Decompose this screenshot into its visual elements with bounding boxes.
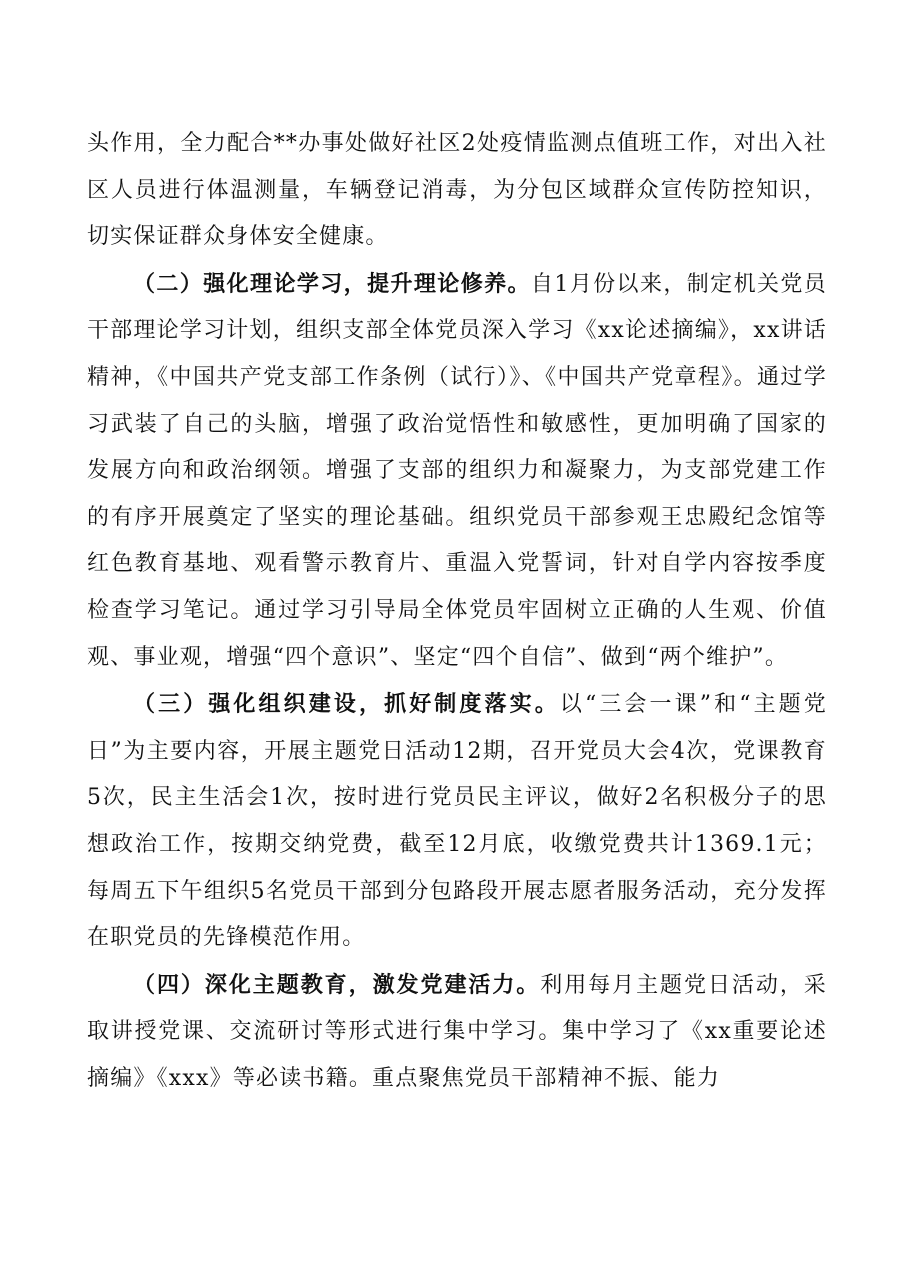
- paragraph-body: 自1月份以来，制定机关党员干部理论学习计划，组织支部全体党员深入学习《xx论述摘编》，xx讲话精神，《中国共产党支部工作条例（试行）》、《中国共产党章程》。通过学习武装了自己的头脑，增强了政治觉悟性和敏感性，更加明确了国家的发展方向和政治纲领。增强了支部的组织力和凝聚力，为支部党建工作的有序开展奠定了坚实的理论基础。组织党员干部参观王忠殿纪念馆等红色教育基地、观看警示教育片、重温入党誓词，针对自学内容按季度检查学习笔记。通过学习引导局全体党员牢固树立正确的人生观、价值观、事业观，增强“四个意识”、坚定“四个自信”、做到“两个维护”。: [87, 271, 827, 670]
- paragraph-body: 以“三会一课”和“主题党日”为主要内容，开展主题党日活动12期，召开党员大会4次，党课教育5次，民主生活会1次，按时进行党员民主评议，做好2名积极分子的思想政治工作，按期交纳党费，截至12月底，收缴党费共计1369.1元；每周五下午组织5名党员干部到分包路段开展志愿者服务活动，充分发挥在职党员的先锋模范作用。: [87, 692, 827, 951]
- section-heading: （二）强化理论学习，提升理论修养。: [133, 270, 531, 297]
- section-heading: （三）强化组织建设，抓好制度落实。: [133, 691, 560, 718]
- paragraph-body: 头作用，全力配合**办事处做好社区2处疫情监测点值班工作，对出入社区人员进行体温测量，车辆登记消毒，为分包区域群众宣传防控知识，切实保证群众身体安全健康。: [87, 131, 827, 250]
- section-heading: （四）深化主题教育，激发党建活力。: [133, 971, 541, 998]
- paragraph-body: 利用每月主题党日活动，采取讲授党课、交流研讨等形式进行集中学习。集中学习了《xx重要论述摘编》《xxx》等必读书籍。重点聚焦党员干部精神不振、能力: [87, 972, 827, 1091]
- paragraph-theme-education: [87, 962, 827, 1103]
- document-body: [87, 121, 827, 1102]
- paragraph-continued: [87, 121, 827, 261]
- paragraph-organization-building: [87, 681, 827, 962]
- paragraph-theory-study: [87, 261, 827, 681]
